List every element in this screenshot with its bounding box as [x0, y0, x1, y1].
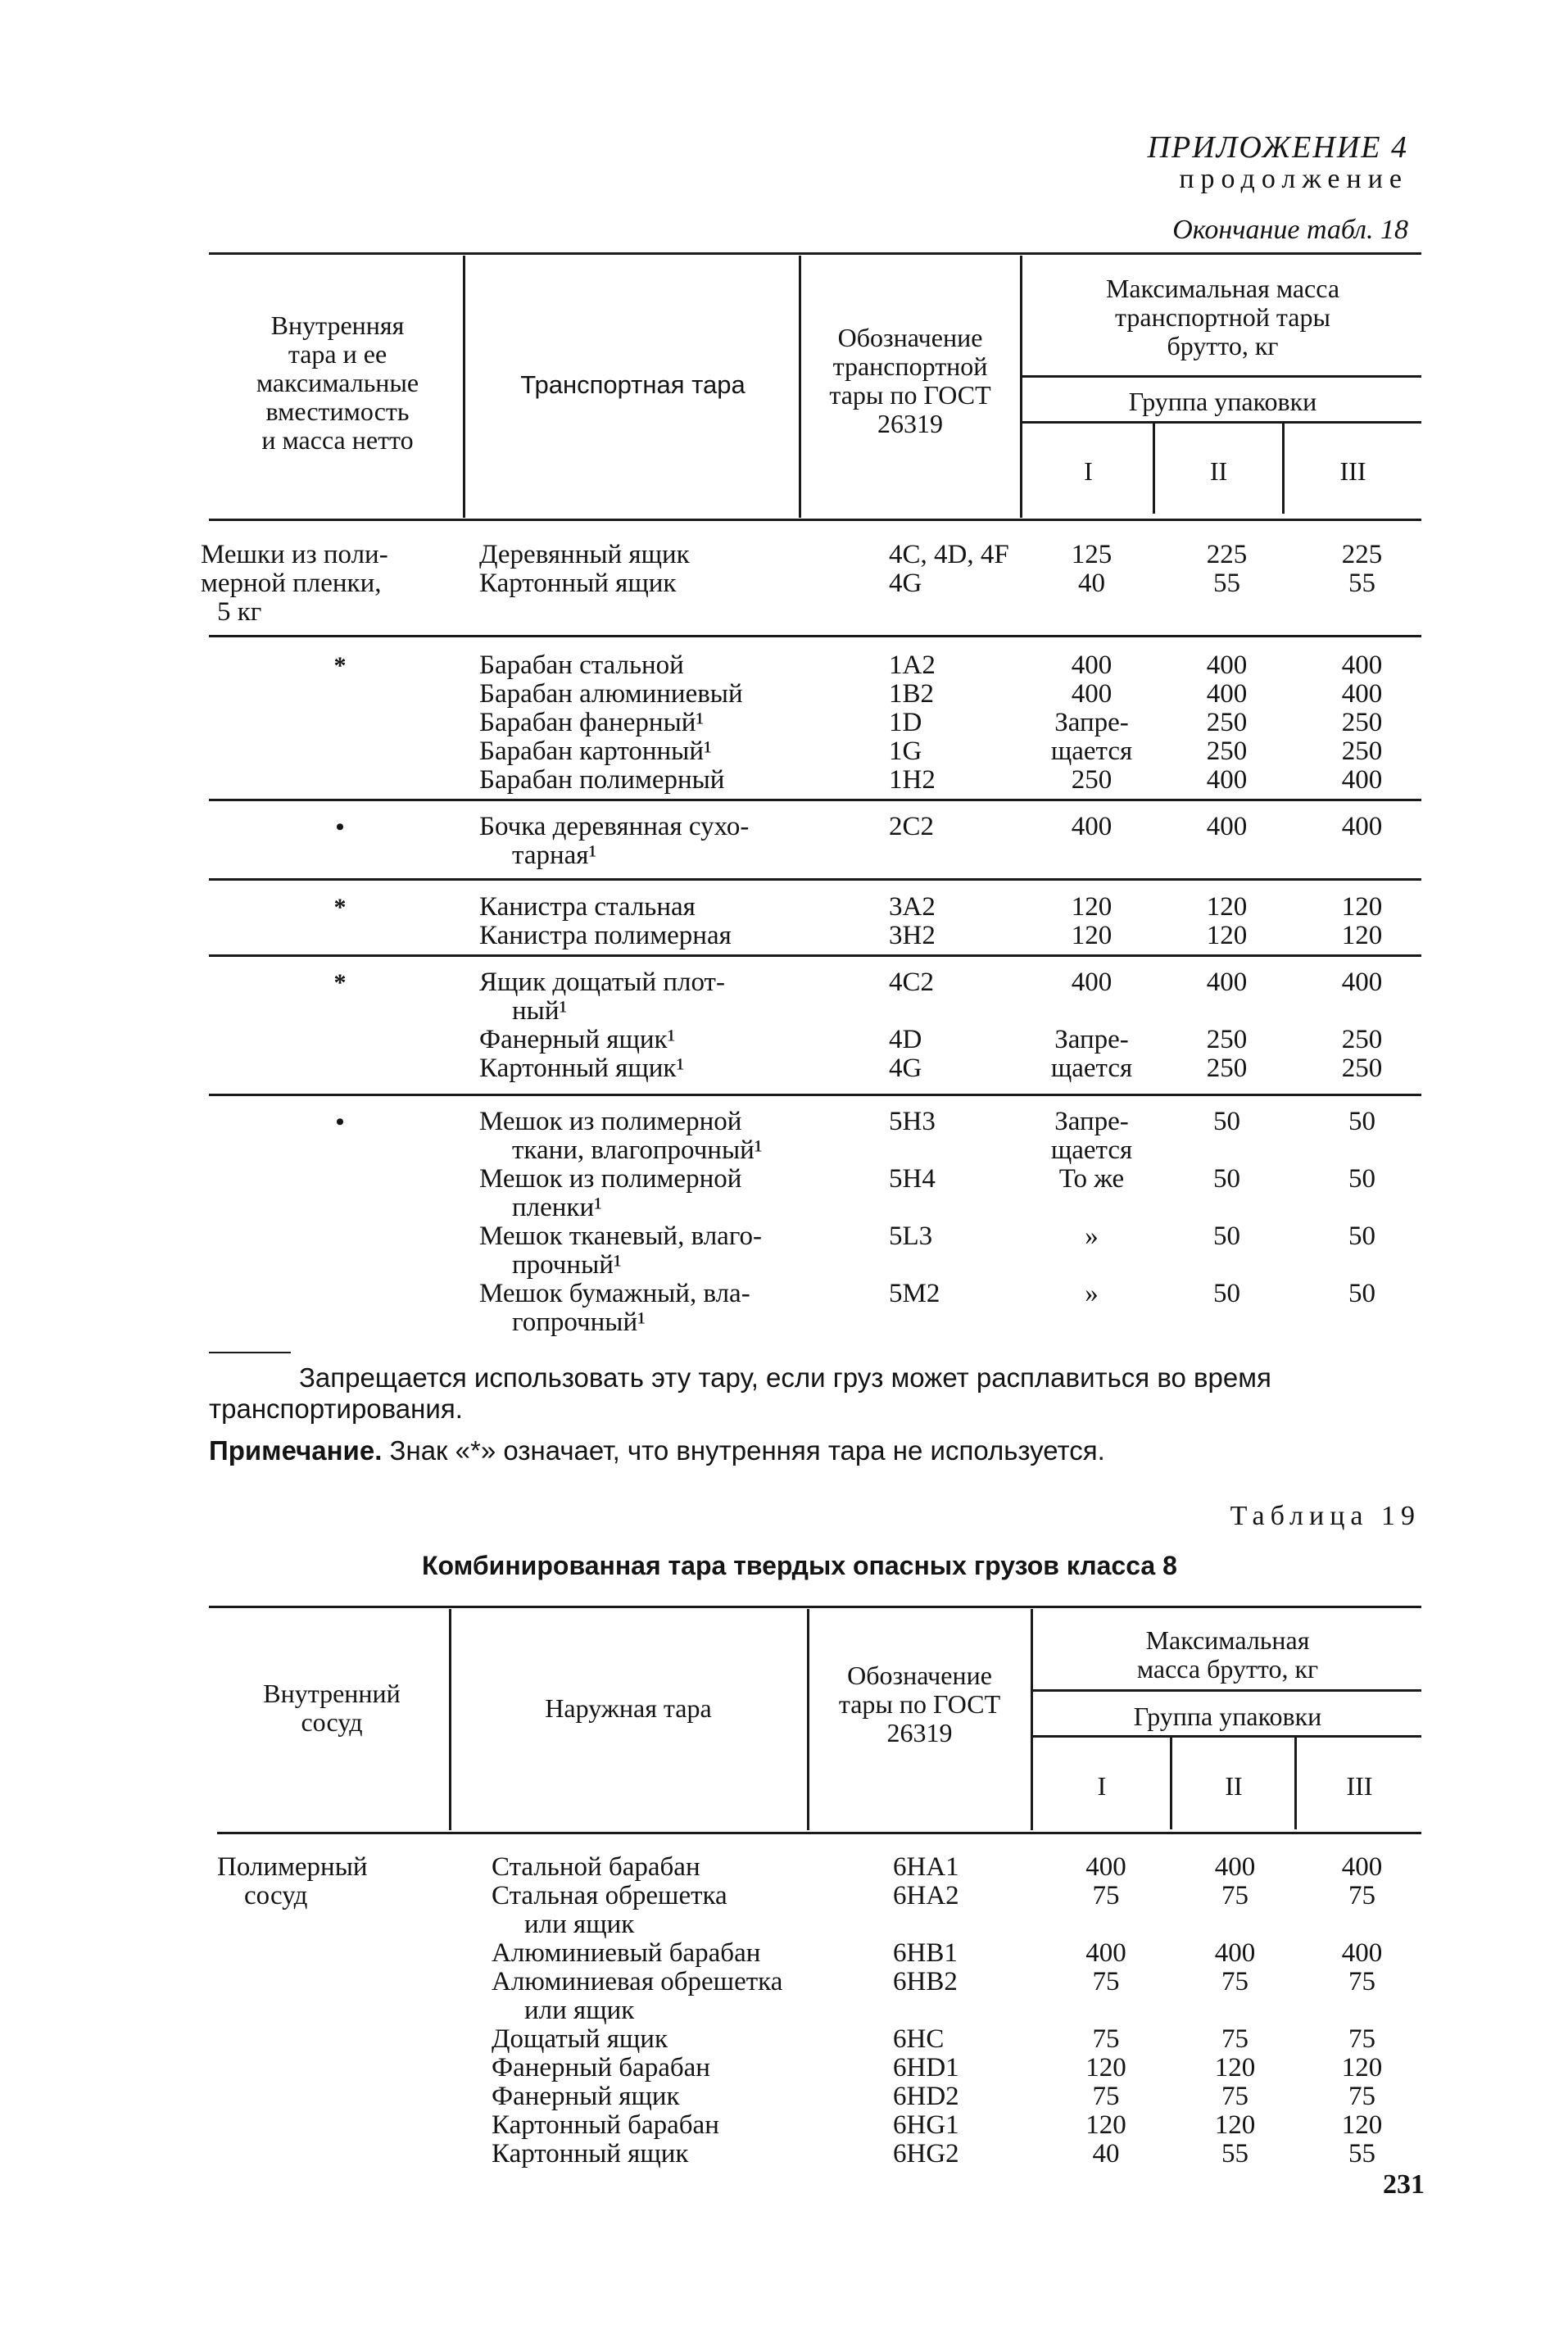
group2-value: 75	[1221, 2082, 1249, 2111]
t19-rule-group	[1033, 1735, 1421, 1738]
t18-vline-3	[1020, 256, 1022, 518]
group3-value: 75	[1348, 2082, 1375, 2111]
group1-value: 400	[1071, 650, 1113, 680]
group1-value: щается	[1050, 1054, 1133, 1083]
group3-value: 400	[1341, 765, 1383, 795]
group3-value: 120	[1341, 2053, 1383, 2082]
group1-value: 400	[1085, 1938, 1126, 1968]
group2-value: 55	[1221, 2139, 1249, 2169]
group2-value: 250	[1206, 1025, 1248, 1054]
group2-value: 120	[1206, 921, 1248, 950]
outer-name: Фанерный барабан	[492, 2053, 710, 2082]
t18-rule-mass	[1022, 375, 1421, 378]
designation-code: 6HG1	[893, 2110, 959, 2140]
group3-value: 55	[1348, 569, 1375, 598]
transport-name: Канистра стальная	[479, 892, 696, 922]
designation-code: 4С2	[889, 968, 935, 997]
group2-value: 250	[1206, 736, 1248, 766]
group2-value: 50	[1213, 1279, 1240, 1308]
group1-value: 125	[1071, 540, 1113, 569]
group1-value: 40	[1092, 2139, 1120, 2169]
group3-value: 75	[1348, 1881, 1375, 1910]
group2-value: 225	[1206, 540, 1248, 569]
designation-code: 1Н2	[889, 765, 936, 795]
group2-value: 50	[1213, 1221, 1240, 1251]
designation-code: 1G	[889, 736, 922, 766]
outer-name: Фанерный ящик	[492, 2082, 680, 2111]
transport-name: Картонный ящик	[479, 569, 677, 598]
remark-label: Примечание.	[209, 1435, 383, 1466]
t18-header-transport: Транспортная тара	[520, 370, 745, 399]
group3-value: 225	[1341, 540, 1383, 569]
group2-value: 400	[1206, 765, 1248, 795]
designation-code: 4D	[889, 1025, 922, 1054]
group1-value: 75	[1092, 1967, 1120, 1996]
designation-code: 6HD1	[893, 2053, 959, 2082]
t18-group-separator	[209, 635, 1421, 637]
group3-value: 75	[1348, 2024, 1375, 2054]
group3-value: 50	[1348, 1279, 1375, 1308]
transport-name: прочный¹	[512, 1250, 622, 1280]
t19-header-g2: II	[1225, 1771, 1243, 1801]
transport-name: Мешок тканевый, влаго-	[479, 1221, 763, 1251]
table19-title: Комбинированная тара твердых опасных грузов класса 8	[422, 1551, 1177, 1580]
group2-value: 75	[1221, 1967, 1249, 1996]
transport-name: ткани, влагопрочный¹	[512, 1135, 763, 1165]
transport-name: Бочка деревянная сухо-	[479, 812, 750, 841]
continuation-label: продолжение	[1179, 164, 1408, 194]
group3-value: 400	[1341, 1938, 1383, 1968]
t18-header-g1: I	[1084, 456, 1093, 486]
page-number: 231	[1383, 2169, 1425, 2200]
outer-name: Стальной барабан	[492, 1852, 700, 1882]
t19-header-outer: Наружная тара	[545, 1693, 712, 1723]
transport-name: Фанерный ящик¹	[479, 1025, 676, 1054]
inner-text-line: 5 кг	[217, 597, 262, 627]
t18-group-separator	[209, 1094, 1421, 1096]
footnote-rule	[209, 1352, 291, 1353]
group1-value: То же	[1058, 1164, 1125, 1194]
outer-name: или ящик	[524, 1910, 635, 1939]
designation-code: 1В2	[889, 679, 935, 709]
group1-value: 75	[1092, 2082, 1120, 2111]
group2-value: 400	[1214, 1852, 1256, 1882]
group1-value: 120	[1071, 921, 1113, 950]
group1-value: 250	[1071, 765, 1113, 795]
t18-header-bottom-rule	[209, 519, 1421, 521]
group2-value: 400	[1206, 968, 1248, 997]
group1-value: 400	[1071, 679, 1113, 709]
transport-name: гопрочный¹	[512, 1307, 646, 1337]
t19-header-max-mass: Максимальная масса брутто, кг	[1136, 1625, 1319, 1684]
group1-value: »	[1085, 1279, 1099, 1308]
inner-marker: •	[335, 813, 345, 841]
transport-name: Барабан стальной	[479, 650, 684, 680]
group1-value: Запре-	[1054, 708, 1129, 737]
designation-code: 6НС	[893, 2024, 945, 2054]
inner-marker: •	[335, 1108, 345, 1135]
inner-vessel: сосуд	[244, 1881, 308, 1910]
group3-value: 75	[1348, 1967, 1375, 1996]
group2-value: 75	[1221, 2024, 1249, 2054]
remark	[209, 1435, 1421, 1466]
t19-header-designation: Обозначение тары по ГОСТ 26319	[838, 1661, 1001, 1747]
group3-value: 120	[1341, 892, 1383, 922]
designation-code: 6HG2	[893, 2139, 959, 2169]
group3-value: 400	[1341, 650, 1383, 680]
designation-code: 2С2	[889, 812, 935, 841]
group1-value: Запре-	[1054, 1025, 1129, 1054]
group3-value: 250	[1341, 736, 1383, 766]
group2-value: 120	[1206, 892, 1248, 922]
t18-group-separator	[209, 954, 1421, 957]
outer-name: Картонный ящик	[492, 2139, 689, 2169]
group2-value: 400	[1206, 650, 1248, 680]
designation-code: 6НВ1	[893, 1938, 958, 1968]
designation-code: 4G	[889, 569, 922, 598]
group2-value: 400	[1206, 812, 1248, 841]
group3-value: 400	[1341, 812, 1383, 841]
remark-text: Знак «*» означает, что внутренняя тара не используется.	[389, 1435, 1105, 1466]
group2-value: 120	[1214, 2110, 1256, 2140]
group3-value: 50	[1348, 1164, 1375, 1194]
designation-code: 6НА2	[893, 1881, 959, 1910]
group2-value: 50	[1213, 1107, 1240, 1136]
transport-name: Деревянный ящик	[479, 540, 690, 569]
outer-name: Стальная обрешетка	[492, 1881, 727, 1910]
t19-header-g3: III	[1346, 1771, 1373, 1801]
inner-marker: *	[333, 894, 347, 921]
outer-name: или ящик	[524, 1996, 635, 2025]
outer-name: Картонный барабан	[492, 2110, 719, 2140]
designation-code: 1А2	[889, 650, 936, 680]
designation-code: 5Н3	[889, 1107, 936, 1136]
transport-name: Барабан картонный¹	[479, 736, 712, 766]
designation-code: 1D	[889, 708, 922, 737]
transport-name: Барабан фанерный¹	[479, 708, 705, 737]
group2-value: 250	[1206, 1054, 1248, 1083]
group1-value: 40	[1078, 569, 1105, 598]
t18-vline-1	[463, 256, 465, 518]
inner-vessel: Полимерный	[217, 1852, 368, 1882]
group3-value: 400	[1341, 968, 1383, 997]
table-end-label: Окончание табл. 18	[1172, 215, 1408, 245]
transport-name: Мешок из полимерной	[479, 1164, 742, 1194]
group2-value: 50	[1213, 1164, 1240, 1194]
outer-name: Дощатый ящик	[492, 2024, 668, 2054]
group1-value: 400	[1085, 1852, 1126, 1882]
t19-vline-4	[1170, 1738, 1172, 1829]
t19-header-bottom-rule	[217, 1832, 1421, 1834]
designation-code: 5L3	[889, 1221, 933, 1251]
transport-name: Мешок из полимерной	[479, 1107, 742, 1136]
t18-rule-group	[1022, 421, 1421, 424]
footnote-text: Запрещается использовать эту тару, если груз может расплавиться во время транспортирования.	[209, 1362, 1271, 1424]
group3-value: 50	[1348, 1107, 1375, 1136]
designation-code: 4С, 4D, 4F	[889, 540, 1009, 569]
t18-header-inner: Внутренняя тара и ее максимальные вместимость и масса нетто	[256, 310, 419, 455]
group1-value: 400	[1071, 968, 1113, 997]
transport-name: Ящик дощатый плот-	[479, 968, 725, 997]
group1-value: 120	[1085, 2053, 1126, 2082]
group2-value: 75	[1221, 1881, 1249, 1910]
group1-value: 75	[1092, 2024, 1120, 2054]
group3-value: 120	[1341, 921, 1383, 950]
group2-value: 250	[1206, 708, 1248, 737]
inner-marker: *	[333, 969, 347, 996]
t18-group-separator	[209, 799, 1421, 801]
t19-top-rule	[209, 1606, 1421, 1608]
designation-code: 6HD2	[893, 2082, 959, 2111]
outer-name: Алюминиевый барабан	[492, 1938, 761, 1968]
designation-code: 6НВ2	[893, 1967, 958, 1996]
t18-header-designation: Обозначение транспортной тары по ГОСТ 26319	[829, 323, 991, 438]
group3-value: 50	[1348, 1221, 1375, 1251]
designation-code: 4G	[889, 1054, 922, 1083]
t18-group-separator	[209, 878, 1421, 881]
designation-code: 3Н2	[889, 921, 936, 950]
t19-vline-2	[807, 1609, 809, 1830]
inner-text-line: Мешки из поли-	[201, 540, 388, 569]
group2-value: 400	[1206, 679, 1248, 709]
t19-vline-1	[449, 1609, 451, 1830]
group3-value: 400	[1341, 679, 1383, 709]
transport-name: Канистра полимерная	[479, 921, 732, 950]
group3-value: 250	[1341, 1025, 1383, 1054]
group3-value: 400	[1341, 1852, 1383, 1882]
designation-code: 3А2	[889, 892, 936, 922]
t18-header-group: Группа упаковки	[1128, 387, 1317, 416]
group2-value: 120	[1214, 2053, 1256, 2082]
designation-code: 6НА1	[893, 1852, 959, 1882]
t18-top-rule	[209, 252, 1421, 255]
group3-value: 250	[1341, 1054, 1383, 1083]
transport-name: Мешок бумажный, вла-	[479, 1279, 750, 1308]
group1-value: Запре-	[1054, 1107, 1129, 1136]
group2-value: 400	[1214, 1938, 1256, 1968]
transport-name: Барабан полимерный	[479, 765, 725, 795]
inner-marker: *	[333, 652, 347, 679]
t19-header-group: Группа упаковки	[1133, 1702, 1322, 1731]
group1-value: »	[1085, 1221, 1099, 1251]
group1-value: 75	[1092, 1881, 1120, 1910]
transport-name: ный¹	[512, 996, 568, 1026]
t18-header-g3: III	[1339, 456, 1366, 486]
designation-code: 5М2	[889, 1279, 940, 1308]
group2-value: 55	[1213, 569, 1240, 598]
t19-header-g1: I	[1097, 1771, 1107, 1801]
transport-name: Картонный ящик¹	[479, 1054, 685, 1083]
group1-value: 120	[1085, 2110, 1126, 2140]
group3-value: 120	[1341, 2110, 1383, 2140]
group1-value: 400	[1071, 812, 1113, 841]
transport-name: Барабан алюминиевый	[479, 679, 743, 709]
outer-name: Алюминиевая обрешетка	[492, 1967, 783, 1996]
t19-vline-3	[1031, 1609, 1033, 1830]
t18-header-max-mass: Максимальная масса транспортной тары брутто, кг	[1105, 274, 1340, 360]
t18-header-g2: II	[1209, 456, 1228, 486]
group3-value: 55	[1348, 2139, 1375, 2169]
t18-vline-2	[799, 256, 801, 518]
inner-text-line: мерной пленки,	[201, 569, 382, 598]
group3-value: 250	[1341, 708, 1383, 737]
t19-header-inner: Внутренний сосуд	[263, 1679, 401, 1737]
group1-value: щается	[1050, 1135, 1133, 1165]
group1-value: щается	[1050, 736, 1133, 766]
t19-rule-mass	[1033, 1689, 1421, 1692]
transport-name: тарная¹	[512, 841, 597, 870]
transport-name: пленки¹	[512, 1193, 603, 1222]
t19-vline-5	[1294, 1738, 1297, 1829]
group1-value: 120	[1071, 892, 1113, 922]
table19-label: Таблица 19	[1230, 1501, 1421, 1531]
designation-code: 5Н4	[889, 1164, 936, 1194]
appendix-heading: ПРИЛОЖЕНИЕ 4	[1147, 130, 1408, 165]
